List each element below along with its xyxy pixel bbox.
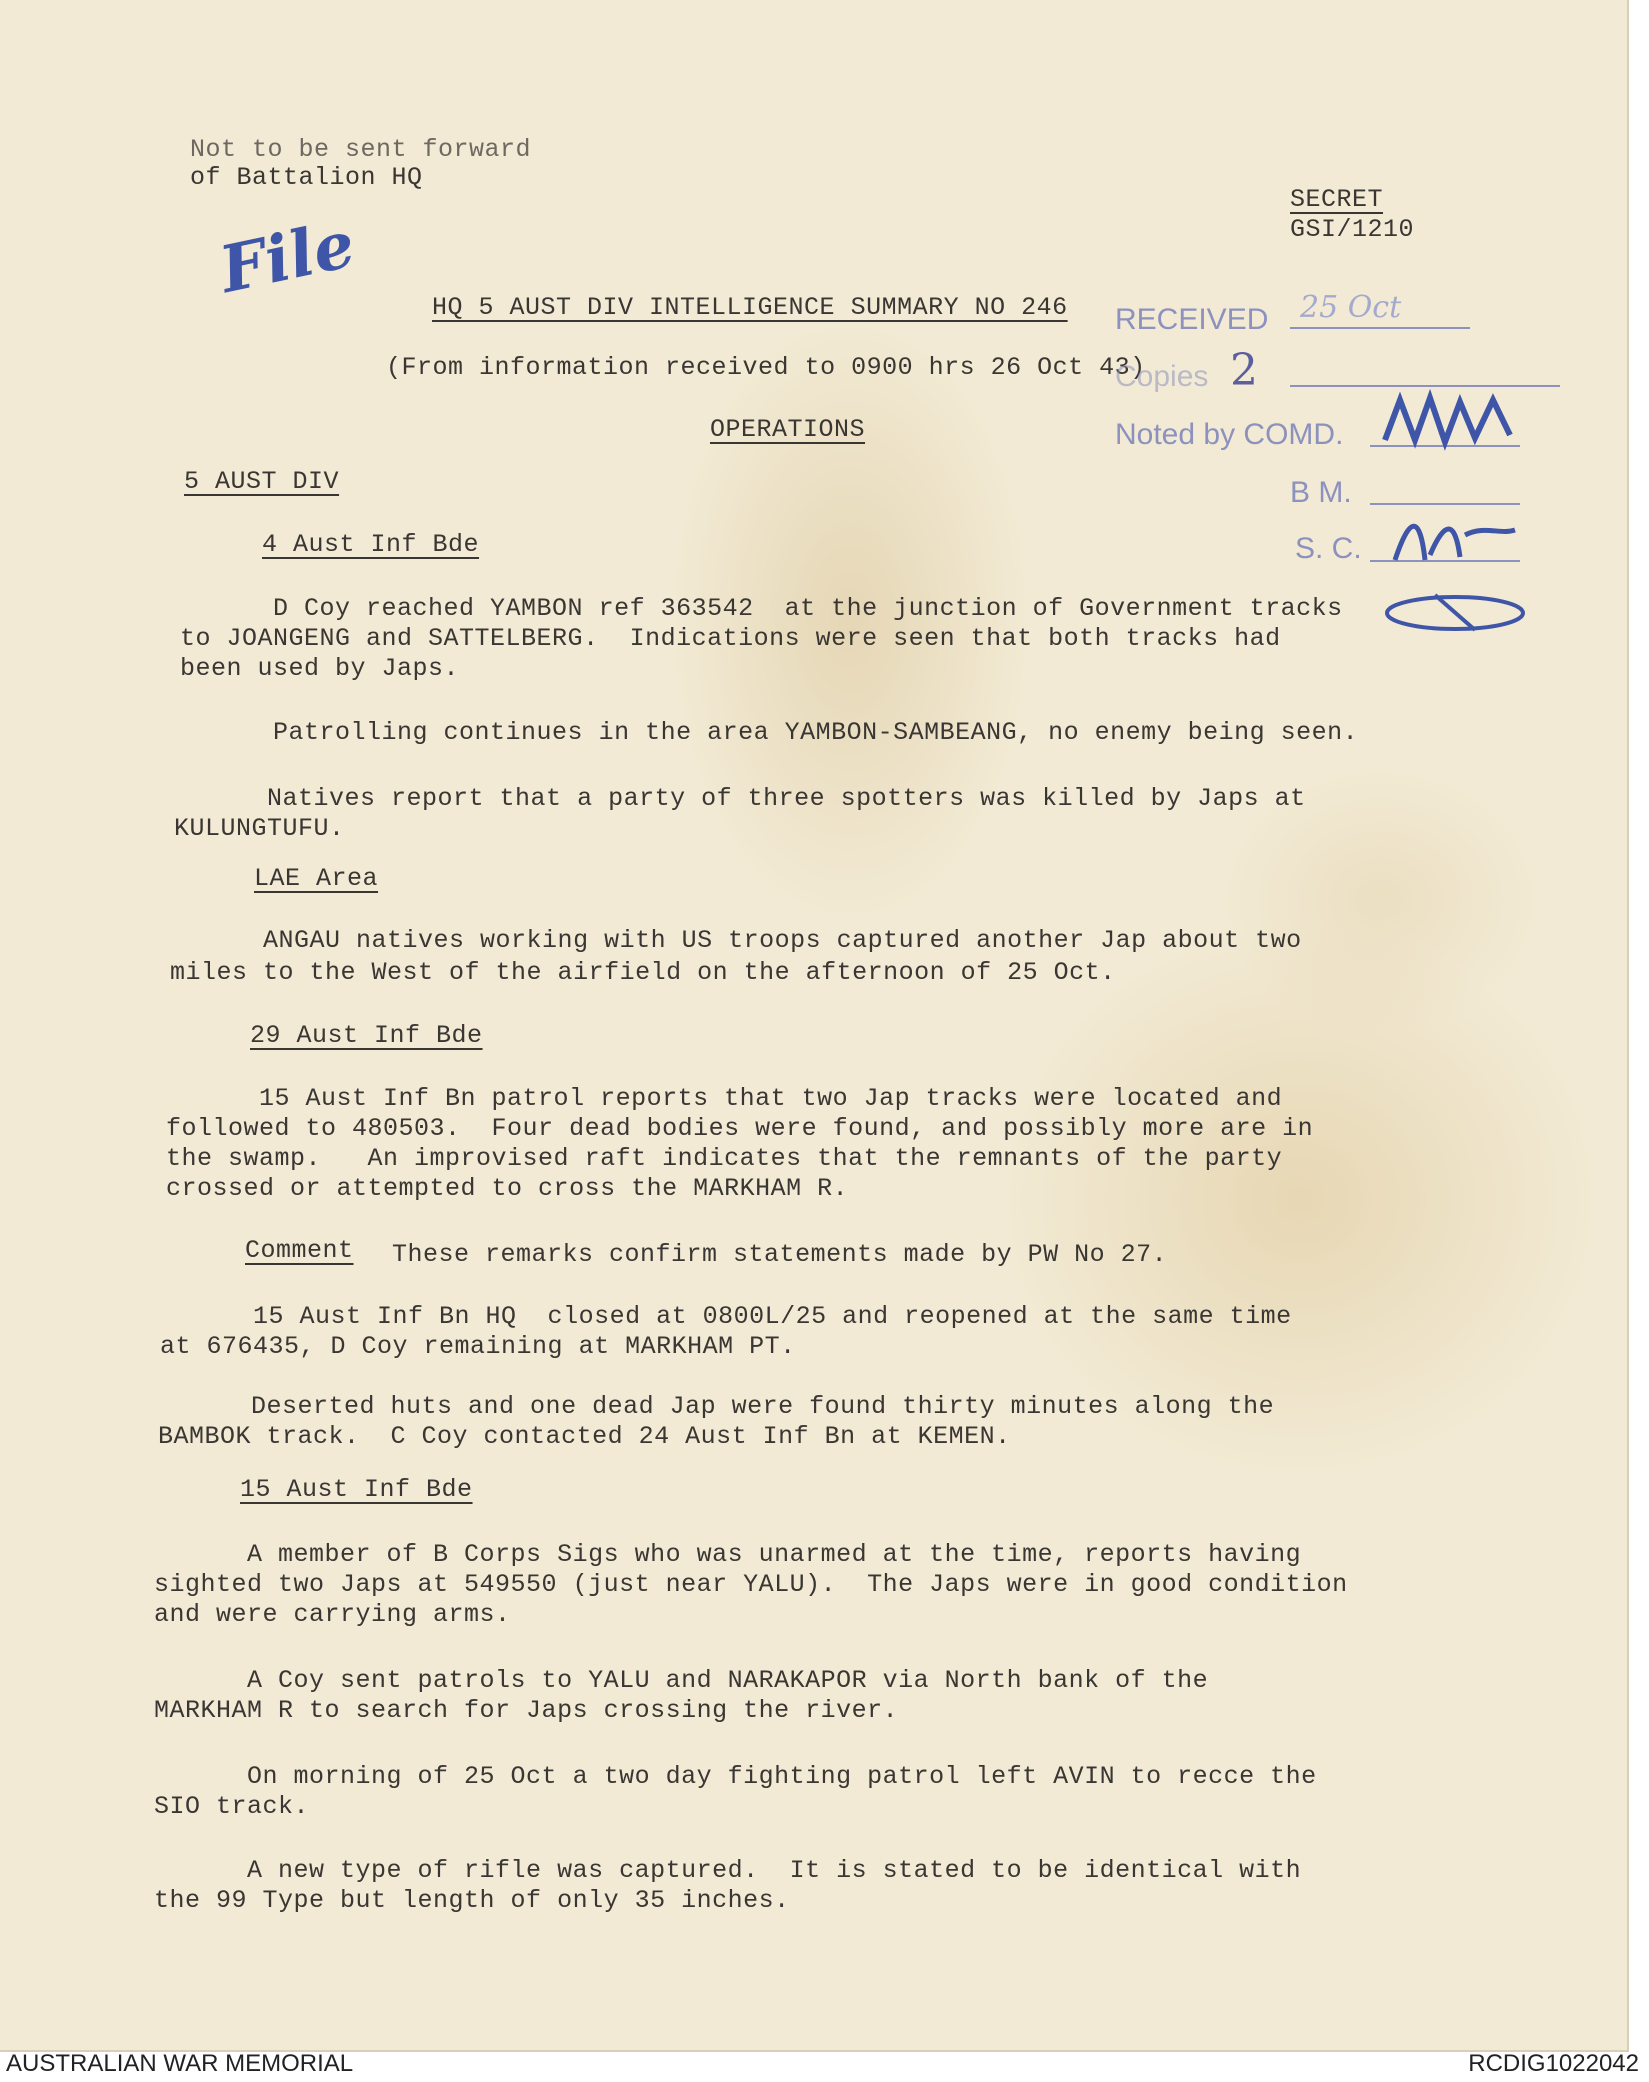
comd-initials-signature xyxy=(1375,380,1525,455)
para-line: Natives report that a party of three spotters was killed by Japs at xyxy=(174,784,1306,813)
stamp-bm-label: B M. xyxy=(1290,476,1352,509)
bde-heading-29: 29 Aust Inf Bde xyxy=(250,1021,483,1050)
bde-heading-4: 4 Aust Inf Bde xyxy=(262,530,480,559)
footer-item-id: RCDIG1022042 xyxy=(1468,2050,1639,2077)
para-line: 15 Aust Inf Bn patrol reports that two Jap tracks were located and xyxy=(166,1084,1283,1113)
para-line: followed to 480503. Four dead bodies were found, and possibly more are in xyxy=(166,1114,1314,1143)
handwritten-file-note: File xyxy=(213,206,362,309)
section-heading-operations: OPERATIONS xyxy=(710,415,866,444)
para-line: miles to the West of the airfield on the afternoon of 25 Oct. xyxy=(170,958,1116,987)
footer-archive-name: AUSTRALIAN WAR MEMORIAL xyxy=(6,2050,354,2077)
para-line: been used by Japs. xyxy=(180,654,460,683)
division-heading: 5 AUST DIV xyxy=(184,467,340,496)
para-line: to JOANGENG and SATTELBERG. Indications were seen that both tracks had xyxy=(180,624,1281,653)
para-line: SIO track. xyxy=(154,1792,310,1821)
para-line: On morning of 25 Oct a two day fighting patrol left AVIN to recce the xyxy=(154,1762,1317,1791)
para-line: Patrolling continues in the area YAMBON-SAMBEANG, no enemy being seen. xyxy=(180,718,1359,747)
sc-initials-signature xyxy=(1385,505,1525,575)
para-line: A new type of rifle was captured. It is stated to be identical with xyxy=(154,1856,1302,1885)
restriction-line-2: of Battalion HQ xyxy=(190,163,423,192)
para-line: crossed or attempted to cross the MARKHAM R. xyxy=(166,1174,849,1203)
comment-label: Comment xyxy=(245,1236,354,1265)
comment-text: These remarks confirm statements made by PW No 27. xyxy=(392,1240,1168,1269)
para-line: Deserted huts and one dead Jap were found thirty minutes along the xyxy=(158,1392,1275,1421)
para-line: D Coy reached YAMBON ref 363542 at the junction of Government tracks xyxy=(180,594,1343,623)
stamp-noted-label: Noted by COMD. xyxy=(1115,418,1344,451)
para-line: A Coy sent patrols to YALU and NARAKAPOR via North bank of the xyxy=(154,1666,1209,1695)
bde-heading-15: 15 Aust Inf Bde xyxy=(240,1475,473,1504)
para-line: ANGAU natives working with US troops captured another Jap about two xyxy=(170,926,1302,955)
area-heading-lae: LAE Area xyxy=(254,864,379,893)
para-line: KULUNGTUFU. xyxy=(174,814,345,843)
para-line: A member of B Corps Sigs who was unarmed at the time, reports having xyxy=(154,1540,1302,1569)
page-title: HQ 5 AUST DIV INTELLIGENCE SUMMARY NO 246 xyxy=(432,293,1068,322)
stamp-date-line xyxy=(1290,327,1470,329)
para-line: BAMBOK track. C Coy contacted 24 Aust Inf Bn at KEMEN. xyxy=(158,1422,1011,1451)
reference-number: GSI/1210 xyxy=(1290,215,1415,244)
para-line: at 676435, D Coy remaining at MARKHAM PT. xyxy=(160,1332,796,1361)
para-line: MARKHAM R to search for Japs crossing the river. xyxy=(154,1696,899,1725)
pen-scribble-mark xyxy=(1380,585,1530,640)
stamp-sc-label: S. C. xyxy=(1295,532,1362,565)
restriction-line-1: Not to be sent forward xyxy=(190,135,532,164)
para-line: sighted two Japs at 549550 (just near YALU). The Japs were in good condition xyxy=(154,1570,1348,1599)
stamp-received-date: 25 Oct xyxy=(1300,290,1402,325)
page-subtitle: (From information received to 0900 hrs 26 Oct 43) xyxy=(386,353,1146,382)
para-line: and were carrying arms. xyxy=(154,1600,511,1629)
stamp-received-label: RECEIVED xyxy=(1115,303,1269,336)
para-line: 15 Aust Inf Bn HQ closed at 0800L/25 and reopened at the same time xyxy=(160,1302,1292,1331)
para-line: the swamp. An improvised raft indicates that the remnants of the party xyxy=(166,1144,1283,1173)
stamp-copies-label: Copies xyxy=(1115,360,1209,393)
classification-label: SECRET xyxy=(1290,185,1384,214)
para-line: the 99 Type but length of only 35 inches. xyxy=(154,1886,790,1915)
stamp-copies-value: 2 xyxy=(1230,345,1258,396)
